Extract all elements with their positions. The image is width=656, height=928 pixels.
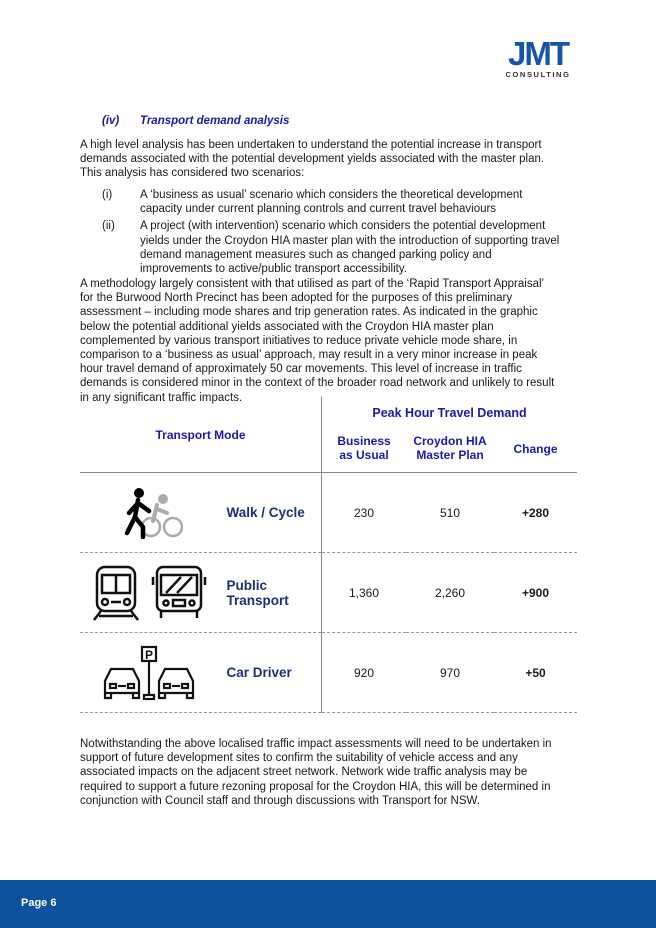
scenario-text: A ‘business as usual’ scenario which considers the theoretical development capacity under current planning controls and current travel behaviours <box>140 189 523 216</box>
closing-paragraph: Notwithstanding the above localised traffic impact assessments will need to be undertaken in support of future development sites to confirm the suitability of vehicle access and any associated impacts on the adjacent street network. Network wide traffic analysis may be required to support a future rezoning proposal for the Croydon HIA, this will be determined in conjunction with Council staff and through discussions with Transport for NSW. <box>80 738 552 807</box>
car-parking-icon <box>80 645 222 701</box>
subheader-row <box>322 434 577 464</box>
section-heading <box>102 115 289 127</box>
walk-cycle-icon <box>80 487 222 539</box>
train-bus-icon <box>80 563 222 623</box>
bau-value: 1,360 <box>322 553 407 633</box>
scenario-number: (i) <box>102 189 113 201</box>
peak-hour-header: Peak Hour Travel Demand <box>372 406 527 420</box>
master-plan-value: 510 <box>406 473 494 553</box>
mode-label: Public Transport <box>226 577 289 608</box>
bau-header: Business as Usual <box>337 434 391 462</box>
logo-subtitle: CONSULTING <box>505 70 571 79</box>
scenario-list <box>102 188 562 279</box>
master-plan-header: Croydon HIA Master Plan <box>413 434 487 462</box>
scenario-text: A project (with intervention) scenario which considers the potential development yields under the Croydon HIA master plan with the introduction of supporting travel demand management measures such as changed parking policy and improvements to active/public transport accessibility. <box>140 220 560 276</box>
page-number: Page 6 <box>21 897 57 909</box>
change-value: +900 <box>494 553 577 633</box>
svg-text:P: P <box>145 647 154 662</box>
intro-paragraph: A high level analysis has been undertaken to understand the potential increase in transport demands associated with the potential development yields associated with the master plan. This analysis has considered two scenarios: <box>80 139 545 180</box>
change-header: Change <box>513 442 558 456</box>
master-plan-value: 2,260 <box>406 553 494 633</box>
scenario-number: (ii) <box>102 220 115 233</box>
mode-label: Car Driver <box>226 664 292 680</box>
scenario-item <box>102 188 562 216</box>
scenario-item <box>102 219 562 276</box>
table-row <box>80 473 577 553</box>
transport-mode-header: Transport Mode <box>80 397 322 473</box>
methodology-paragraph: A methodology largely consistent with that utilised as part of the ‘Rapid Transport Appraisal’ for the Burwood North Precinct has been adopted for the purposes of this preliminary assessment – including mode shares and trip generation rates. As indicated in the graphic below the potential additional yields associated with the Croydon HIA master plan complemented by various transport initiatives to reduce private vehicle mode share, in comparison to a ‘business as usual’ approach, may result in a very minor increase in peak hour travel demand of approximately 50 car movements. This level of increase in traffic demands is considered minor in the context of the broader road network and unlikely to result in any significant traffic impacts. <box>80 278 555 404</box>
section-number: (iv) <box>102 115 120 127</box>
page-footer <box>0 880 656 928</box>
master-plan-value: 970 <box>406 633 494 713</box>
section-title: Transport demand analysis <box>140 115 290 127</box>
mode-label: Walk / Cycle <box>226 504 305 520</box>
change-value: +50 <box>494 633 577 713</box>
table-row <box>80 633 577 713</box>
change-value: +280 <box>494 473 577 553</box>
bau-value: 920 <box>322 633 407 713</box>
jmt-consulting-logo <box>502 35 574 79</box>
table-row <box>80 553 577 633</box>
bau-value: 230 <box>322 473 407 553</box>
logo-brand: JMT <box>508 35 568 72</box>
demand-header-group <box>322 397 578 473</box>
transport-demand-table <box>80 397 577 713</box>
